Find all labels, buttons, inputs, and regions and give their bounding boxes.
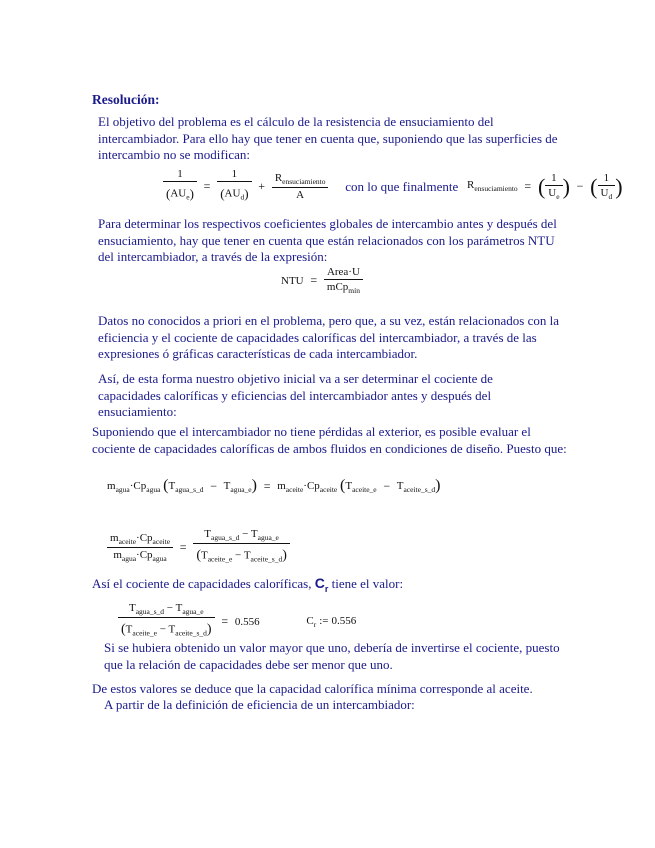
- eq1-f5-num: 1: [598, 172, 616, 186]
- section-heading: Resolución:: [92, 92, 160, 107]
- eq2-den: mCp$_{mín}$: [326, 281, 360, 296]
- eq1-r-label: $R_{ensuciamiento}$: [466, 179, 518, 194]
- paragraph-ntu-relation: Para determinar los respectivos coeficientes globales de intercambio antes y después del ensuciamiento, hay que tener en cuenta que están relacionados con los parámetros NTU del intercambiador, a través de la expresión:: [98, 216, 557, 264]
- eq1-f3-den: A: [296, 189, 305, 202]
- paragraph-efficiency-definition: A partir de la definición de eficiencia de un intercambiador:: [104, 697, 415, 712]
- equation-ntu: [281, 266, 363, 295]
- eq3-minus-1: −: [210, 478, 218, 493]
- eq1-paren-open-1: (: [537, 173, 546, 199]
- equation-fouling-resistance: [163, 168, 623, 205]
- eq4-rhs-num: $T_{agua\_s\_d} - T_{agua\_e}$: [193, 528, 290, 544]
- eq1-f4-num: 1: [545, 172, 562, 186]
- fraction-1-over-AUe: [163, 168, 197, 205]
- eq5-value: 0.556: [234, 615, 260, 628]
- eq3-t2: $T_{agua\_e}$: [223, 479, 252, 494]
- p6-text-a: Así el cociente de capacidades caloríficas,: [92, 576, 312, 591]
- eq5-cr-assignment: $C_r$ := 0.556: [306, 614, 357, 629]
- fraction-1-over-Ue: [545, 172, 562, 201]
- eq4-num: $m_{aceite}\cdot Cp_{aceite}$: [107, 532, 173, 548]
- eq3-minus-2: −: [383, 478, 391, 493]
- equation-capacity-ratio: [107, 528, 290, 567]
- fraction-cr: [118, 602, 215, 641]
- eq3-m-agua: $m_{agua}$: [107, 479, 130, 494]
- paragraph-invert-note: Si se hubiera obtenido un valor mayor que uno, debería de invertirse el cociente, puesto que la relación de capacidades debe ser menor que uno.: [104, 640, 560, 672]
- eq1-f1-den: $(AU_e)$: [166, 186, 194, 202]
- eq1-f2-den: $(AU_d)$: [220, 186, 249, 202]
- eq1-f5-den: $U_d$: [600, 186, 613, 202]
- eq5-num: $T_{agua\_s\_d} - T_{agua\_e}$: [118, 602, 215, 618]
- paragraph-min-capacity: De estos valores se deduce que la capacidad calorífica mínima corresponde al aceite.: [92, 681, 533, 696]
- eq1-equals-2: =: [524, 179, 532, 193]
- eq3-m-aceite: $m_{aceite}$: [277, 479, 304, 494]
- eq1-equals: =: [203, 179, 211, 193]
- fraction-temperature-ratio: [193, 528, 290, 567]
- equation-cr-result: [118, 602, 356, 641]
- eq1-f2-num: 1: [217, 168, 251, 182]
- eq1-paren-close-1: ): [562, 173, 570, 199]
- eq5-equals: =: [221, 614, 229, 629]
- eq3-paren-open-2: (: [340, 477, 346, 494]
- eq3-equals: =: [263, 478, 271, 493]
- fraction-area-u-over-mcp: [324, 266, 363, 295]
- eq1-f1-num: 1: [163, 168, 197, 182]
- eq4-equals: =: [179, 540, 187, 555]
- eq1-f3-num: $R_{ensuciamiento}$: [272, 172, 329, 188]
- eq4-rhs-den: $(T_{aceite\_e} - T_{aceite\_s\_d})$: [196, 548, 287, 564]
- eq5-den: $(T_{aceite\_e} - T_{aceite\_s\_d})$: [121, 622, 212, 638]
- eq1-connector-text: con lo que finalmente: [345, 178, 459, 194]
- eq3-cp-aceite: $\cdot Cp_{aceite}$: [303, 479, 338, 494]
- p6-text-b: tiene el valor:: [331, 576, 404, 591]
- paragraph-energy-balance: Suponiendo que el intercambiador no tiene pérdidas al exterior, es posible evaluar el cociente de capacidades caloríficas de ambos fluidos en condiciones de diseño. Puesto que:: [92, 424, 567, 456]
- eq3-paren-close-2: ): [435, 477, 441, 494]
- paragraph-objective-cr: Así, de esta forma nuestro objetivo inicial va a ser determinar el cociente de capacidades caloríficas y eficiencias del intercambiador antes y después del ensuciamiento:: [98, 371, 493, 419]
- paragraph-cr-value: [92, 575, 562, 597]
- paragraph-unknown-data: Datos no conocidos a priori en el problema, pero que, a su vez, están relacionados con la eficiencia y el cociente de capacidades caloríficas del intercambiador, a través de las expresiones ó gráficas características de cada intercambiador.: [98, 313, 559, 361]
- fraction-mcp-ratio: [107, 532, 173, 563]
- eq3-paren-close-1: ): [251, 477, 257, 494]
- fraction-R-over-A: [272, 172, 329, 201]
- paragraph-objective: El objetivo del problema es el cálculo de la resistencia de ensuciamiento del intercambiador. Para ello hay que tener en cuenta que, suponiendo que las superficies de intercambio no se modifican:: [98, 114, 558, 162]
- eq3-paren-open-1: (: [163, 477, 169, 494]
- eq2-lhs: NTU: [281, 274, 304, 287]
- eq2-num: Area·U: [324, 266, 363, 280]
- eq3-t4: $T_{aceite\_s\_d}$: [396, 479, 436, 494]
- fraction-1-over-Ud: [598, 172, 616, 201]
- eq3-cp-agua: $\cdot Cp_{agua}$: [129, 479, 161, 494]
- eq1-plus: +: [258, 179, 266, 193]
- eq3-t1: $T_{agua\_s\_d}$: [168, 479, 204, 494]
- equation-energy-balance: [107, 475, 440, 497]
- eq1-f4-den: $U_e$: [548, 186, 560, 202]
- eq2-equals: =: [310, 273, 318, 288]
- eq4-den: $m_{agua}\cdot Cp_{agua}$: [113, 549, 167, 564]
- p6-cr-symbol: $C_r$: [314, 575, 329, 594]
- eq1-paren-open-2: (: [590, 173, 598, 199]
- eq3-t3: $T_{aceite\_e}$: [345, 479, 377, 494]
- eq1-paren-close-2: ): [615, 173, 623, 199]
- eq1-minus: −: [576, 179, 584, 193]
- fraction-1-over-AUd: [217, 168, 251, 205]
